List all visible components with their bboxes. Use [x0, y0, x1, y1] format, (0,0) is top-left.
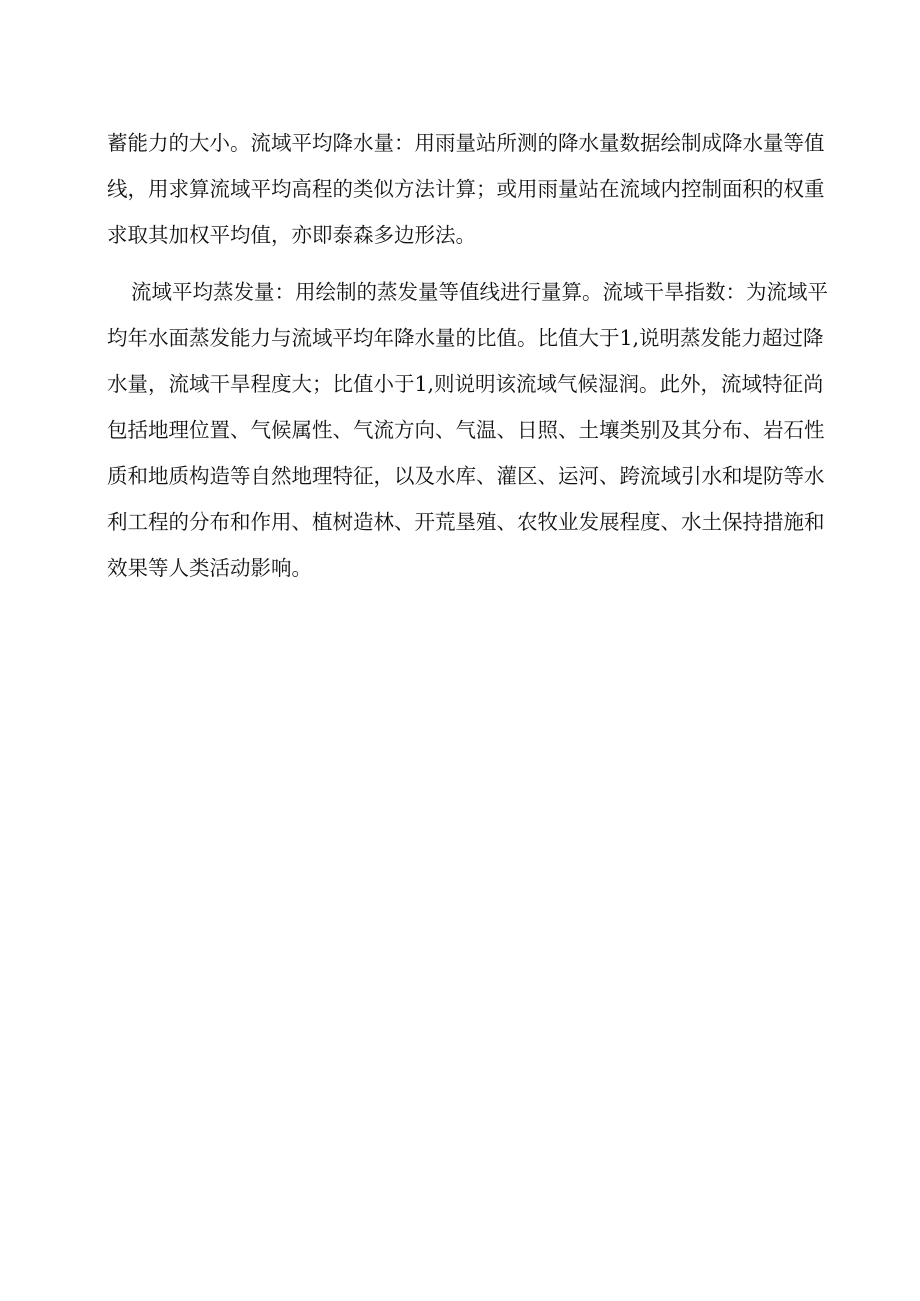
paragraph-line: 蓄能力的大小。流域平均降水量：用雨量站所测的降水量数据绘制成降水量等值	[107, 131, 825, 155]
paragraph-1	[107, 120, 825, 258]
paragraph-line: 均年水面蒸发能力与流域平均年降水量的比值。比值大于1,说明蒸发能力超过降	[107, 326, 824, 350]
paragraph-2	[107, 269, 828, 591]
paragraph-line: 线，用求算流域平均高程的类似方法计算；或用雨量站在流域内控制面积的权重	[107, 177, 825, 201]
paragraph-line: 效果等人类活动影响。	[107, 556, 312, 580]
paragraph-line: 水量，流域干旱程度大；比值小于1,则说明该流域气候湿润。此外，流域特征尚	[107, 372, 824, 396]
paragraph-line: 利工程的分布和作用、植树造林、开荒垦殖、农牧业发展程度、水土保持措施和	[107, 510, 825, 534]
paragraph-line: 流域平均蒸发量：用绘制的蒸发量等值线进行量算。流域干旱指数：为流域平	[131, 280, 828, 304]
paragraph-line: 包括地理位置、气候属性、气流方向、气温、日照、土壤类别及其分布、岩石性	[107, 418, 825, 442]
paragraph-line: 质和地质构造等自然地理特征，以及水库、灌区、运河、跨流域引水和堤防等水	[107, 464, 825, 488]
paragraph-line: 求取其加权平均值，亦即泰森多边形法。	[107, 223, 476, 247]
